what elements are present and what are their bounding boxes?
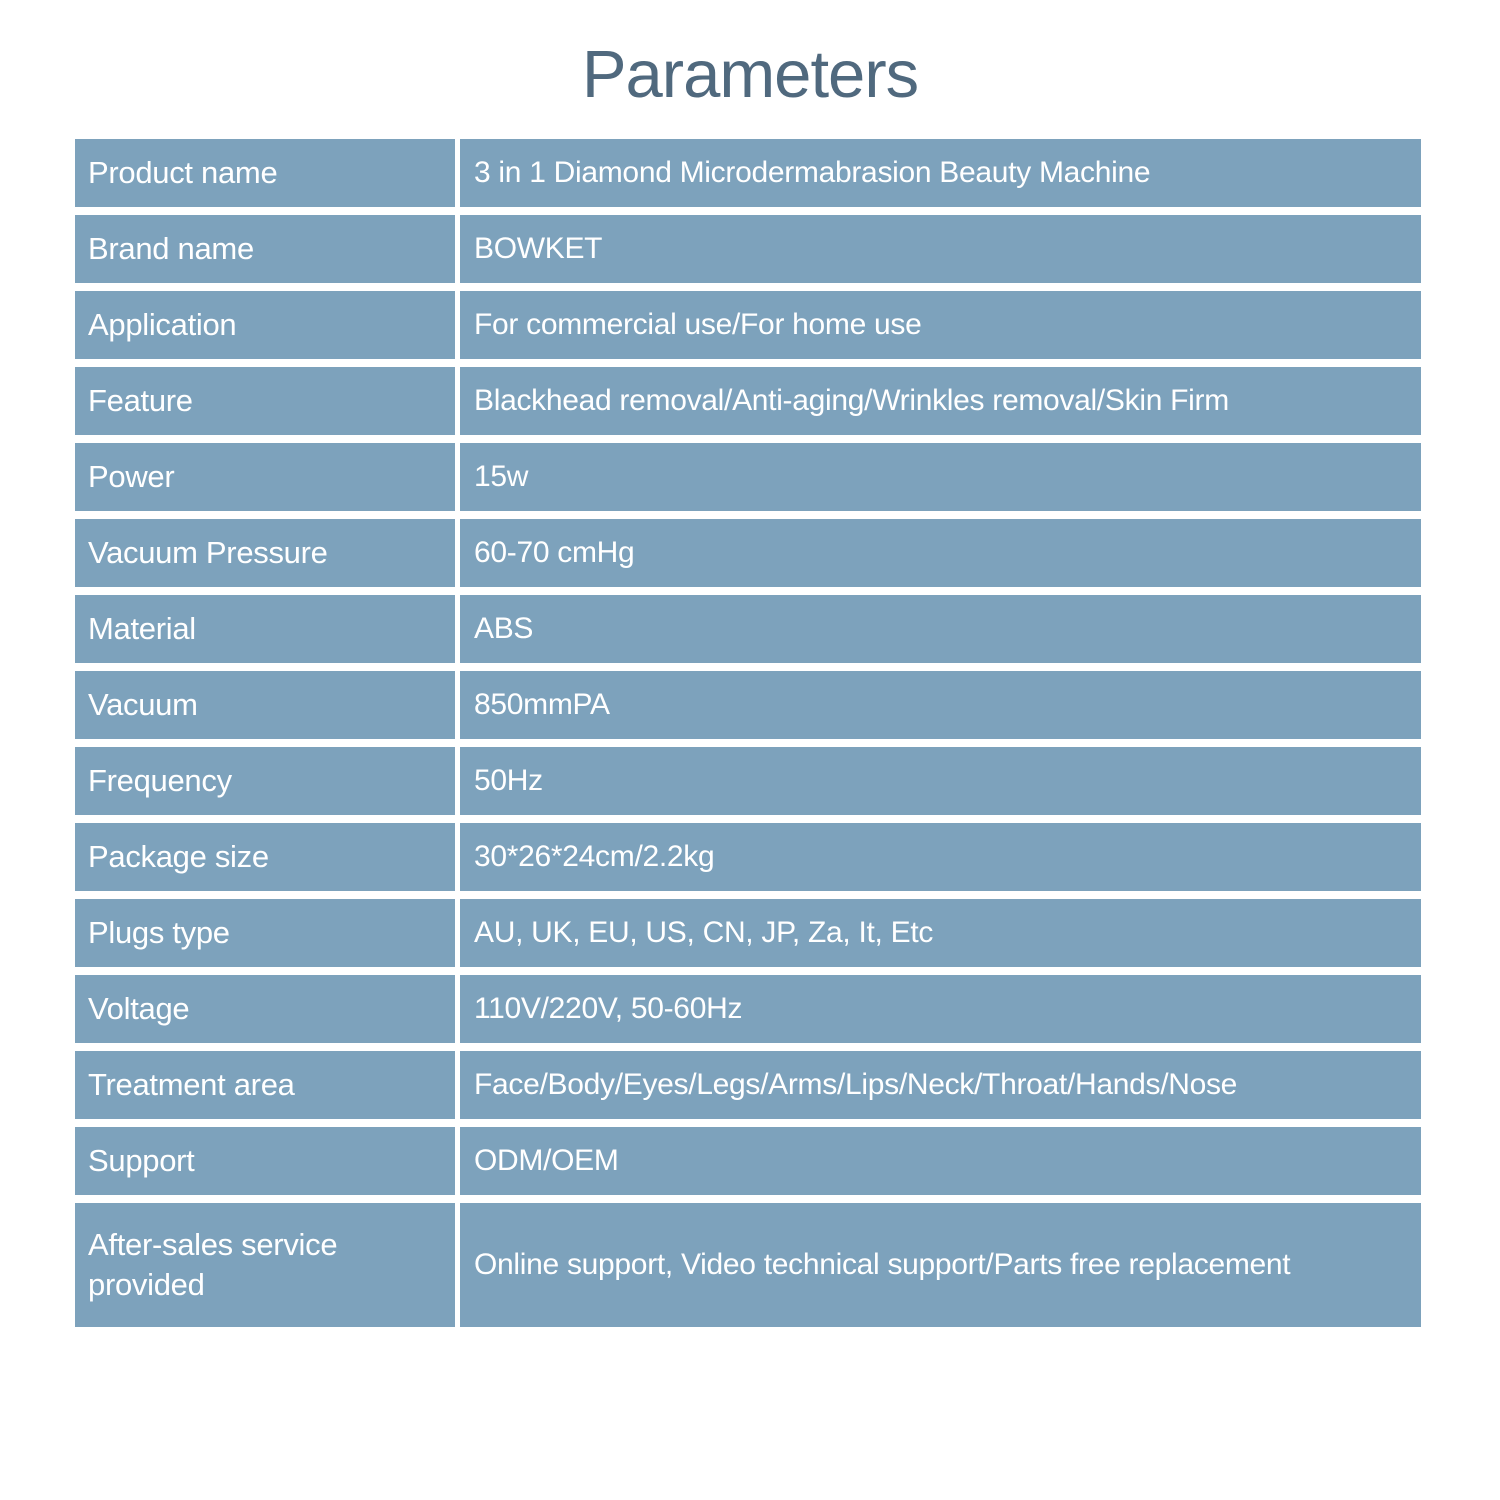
row-label-cell <box>75 823 455 891</box>
row-value: Online support, Video technical support/Parts free replacement <box>474 1247 1291 1281</box>
table-row <box>75 519 1421 587</box>
row-value-cell <box>460 139 1421 207</box>
row-label: Brand name <box>88 231 254 267</box>
row-label-cell <box>75 443 455 511</box>
row-label-cell <box>75 215 455 283</box>
row-value-cell <box>460 443 1421 511</box>
row-value-cell <box>460 1127 1421 1195</box>
table-row <box>75 139 1421 207</box>
row-value-cell <box>460 1203 1421 1327</box>
table-row <box>75 1051 1421 1119</box>
row-label: Package size <box>88 839 269 875</box>
row-label-cell <box>75 1051 455 1119</box>
row-value-cell <box>460 215 1421 283</box>
table-row <box>75 975 1421 1043</box>
row-label: Plugs type <box>88 915 230 951</box>
row-label-cell <box>75 139 455 207</box>
row-value: ABS <box>474 611 534 645</box>
row-value: ODM/OEM <box>474 1143 619 1177</box>
table-row <box>75 595 1421 663</box>
row-value-cell <box>460 899 1421 967</box>
row-label-cell <box>75 671 455 739</box>
row-label-cell <box>75 1203 455 1327</box>
row-value: 30*26*24cm/2.2kg <box>474 839 715 873</box>
row-label: Frequency <box>88 763 232 799</box>
row-label: Feature <box>88 383 193 419</box>
row-label: Vacuum <box>88 687 198 723</box>
row-label-cell <box>75 519 455 587</box>
row-label-cell <box>75 1127 455 1195</box>
row-value: Blackhead removal/Anti-aging/Wrinkles removal/Skin Firm <box>474 383 1229 417</box>
row-value-cell <box>460 595 1421 663</box>
table-row <box>75 291 1421 359</box>
table-row <box>75 1203 1421 1327</box>
row-value-cell <box>460 671 1421 739</box>
row-label: Power <box>88 459 175 495</box>
row-label-cell <box>75 899 455 967</box>
row-value-cell <box>460 747 1421 815</box>
row-value: AU, UK, EU, US, CN, JP, Za, It, Etc <box>474 915 934 949</box>
row-value: 3 in 1 Diamond Microdermabrasion Beauty Machine <box>474 155 1151 189</box>
row-label-cell <box>75 367 455 435</box>
table-row <box>75 747 1421 815</box>
row-label: Support <box>88 1143 195 1179</box>
row-label: Voltage <box>88 991 190 1027</box>
row-value-cell <box>460 291 1421 359</box>
row-value: 850mmPA <box>474 687 610 721</box>
table-row <box>75 671 1421 739</box>
row-label-cell <box>75 291 455 359</box>
row-value-cell <box>460 823 1421 891</box>
row-value: 15w <box>474 459 529 493</box>
row-label: Product name <box>88 155 278 191</box>
row-label: Vacuum Pressure <box>88 535 328 571</box>
table-row <box>75 1127 1421 1195</box>
row-label-cell <box>75 747 455 815</box>
row-value-cell <box>460 975 1421 1043</box>
row-value: For commercial use/For home use <box>474 307 922 341</box>
row-value: 110V/220V, 50-60Hz <box>474 991 743 1025</box>
row-label: Material <box>88 611 196 647</box>
table-row <box>75 823 1421 891</box>
row-value-cell <box>460 519 1421 587</box>
table-row <box>75 215 1421 283</box>
row-label-cell <box>75 975 455 1043</box>
row-value: Face/Body/Eyes/Legs/Arms/Lips/Neck/Throat/Hands/Nose <box>474 1067 1238 1101</box>
row-label-cell <box>75 595 455 663</box>
table-row <box>75 367 1421 435</box>
row-value-cell <box>460 1051 1421 1119</box>
table-row <box>75 443 1421 511</box>
row-value: BOWKET <box>474 231 603 265</box>
row-value: 60-70 cmHg <box>474 535 635 569</box>
row-label: After-sales service provided <box>88 1227 338 1302</box>
page-title: Parameters <box>581 37 919 112</box>
row-label: Treatment area <box>88 1067 295 1103</box>
parameters-table <box>75 139 1421 1327</box>
row-label: Application <box>88 307 237 343</box>
row-value: 50Hz <box>474 763 543 797</box>
row-value-cell <box>460 367 1421 435</box>
table-row <box>75 899 1421 967</box>
